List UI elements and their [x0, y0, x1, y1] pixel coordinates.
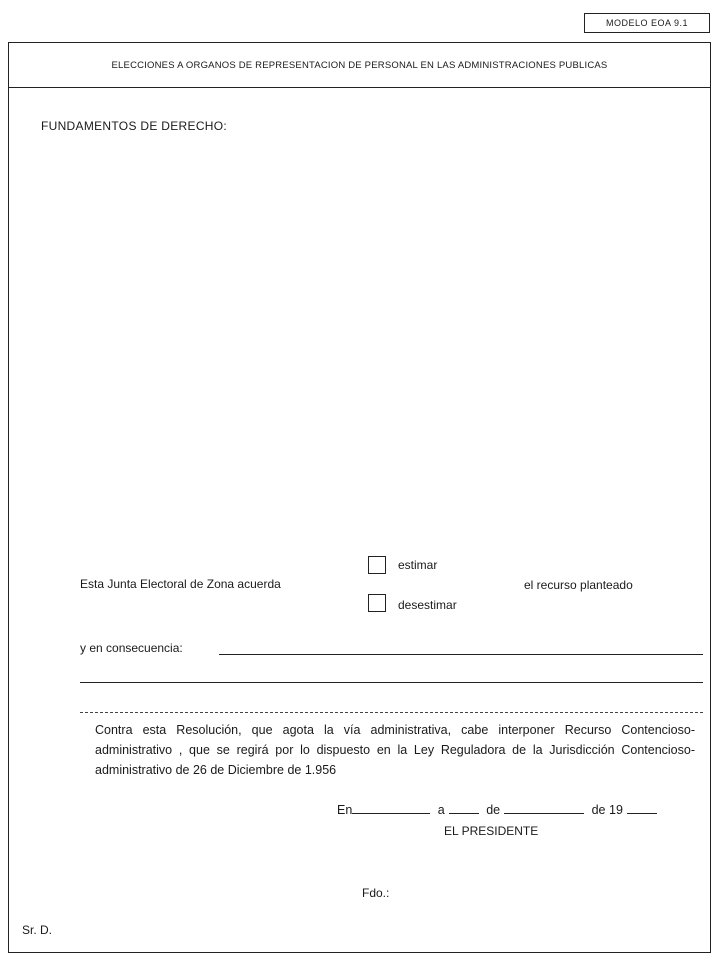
date-day-field[interactable] — [449, 801, 479, 814]
consequence-line-2[interactable] — [80, 682, 703, 683]
date-year-label: de 19 — [591, 803, 623, 817]
checkbox-estimar[interactable] — [368, 556, 386, 574]
addressee-label: Sr. D. — [22, 923, 53, 937]
signature-label: Fdo.: — [362, 886, 390, 900]
date-de-label: de — [486, 803, 501, 817]
agreement-prefix: Esta Junta Electoral de Zona acuerda — [80, 577, 281, 591]
consequence-label: y en consecuencia: — [80, 641, 183, 655]
date-en-label: En — [337, 803, 353, 817]
date-line — [337, 801, 661, 817]
checkbox-desestimar[interactable] — [368, 594, 386, 612]
option-label-estimar: estimar — [398, 558, 438, 572]
option-label-desestimar: desestimar — [398, 598, 457, 612]
section-label-fundamentos: FUNDAMENTOS DE DERECHO: — [41, 119, 228, 133]
header-title: ELECCIONES A ORGANOS DE REPRESENTACION DE PERSONAL EN LAS ADMINISTRACIONES PUBLICAS — [111, 59, 608, 71]
resolution-text — [95, 720, 695, 780]
consequence-line-1[interactable] — [219, 654, 703, 655]
form-frame — [8, 42, 711, 953]
resolution-paragraph: Contra esta Resolución, que agota la vía administrativa, cabe interponer Recurso Contencioso-administrativo , que se regirá por lo dispuesto en la Ley Reguladora de la Jurisdicción Contencioso-administrativo de 26 de Diciembre de 1.956 — [95, 723, 695, 777]
model-tag: MODELO EOA 9.1 — [584, 13, 710, 33]
separator-line — [80, 712, 703, 713]
date-year-field[interactable] — [627, 801, 657, 814]
date-place-field[interactable] — [352, 801, 430, 814]
date-month-field[interactable] — [504, 801, 584, 814]
date-a-label: a — [437, 803, 445, 817]
agreement-suffix: el recurso planteado — [524, 578, 633, 592]
president-label: EL PRESIDENTE — [444, 824, 539, 838]
form-header — [9, 43, 710, 88]
